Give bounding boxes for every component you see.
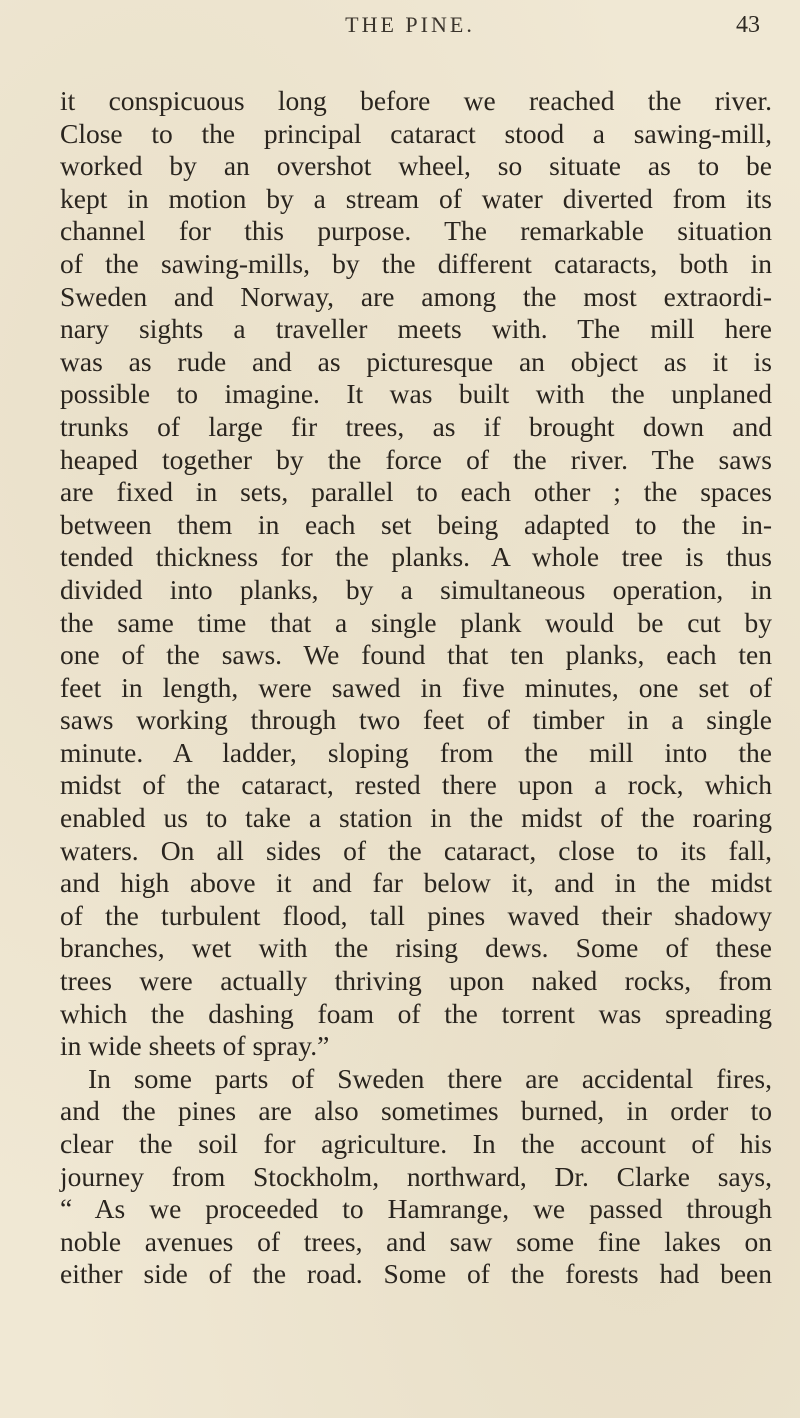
- text-line: and high above it and far below it, and in the midst: [60, 867, 772, 899]
- text-line: clear the soil for agriculture. In the account of his: [60, 1128, 772, 1159]
- text-line: and the pines are also sometimes burned, in order to: [60, 1095, 772, 1127]
- text-line: saws working through two feet of timber in a single: [60, 704, 772, 736]
- text-line: tended thickness for the planks. A whole tree is thus: [60, 541, 772, 573]
- text-line: channel for this purpose. The remarkable situation: [60, 215, 772, 247]
- running-title: THE PINE.: [345, 12, 475, 37]
- text-line: trunks of large fir trees, as if brought down and: [60, 410, 772, 442]
- text-line: either side of the road. Some of the forests had been: [60, 1258, 772, 1290]
- text-line: which the dashing foam of the torrent was spreading: [60, 997, 772, 1029]
- text-line: between them in each set being adapted to the in-: [60, 508, 772, 540]
- text-line-paragraph-start: In some parts of Sweden there are accidental fires,: [88, 1062, 772, 1094]
- text-line: minute. A ladder, sloping from the mill into the: [60, 736, 772, 768]
- text-line: noble avenues of trees, and saw some fine lakes on: [60, 1225, 772, 1257]
- text-line: midst of the cataract, rested there upon a rock, which: [60, 769, 772, 801]
- text-line: kept in motion by a stream of water diverted from its: [60, 182, 772, 214]
- text-line: one of the saws. We found that ten planks, each ten: [60, 639, 772, 671]
- text-line: possible to imagine. It was built with the unplaned: [60, 378, 772, 410]
- text-line: of the sawing-mills, by the different cataracts, both in: [60, 247, 772, 279]
- text-line: are fixed in sets, parallel to each other ; the spaces: [60, 476, 772, 508]
- text-line: nary sights a traveller meets with. The mill here: [60, 313, 772, 345]
- text-line: of the turbulent flood, tall pines waved their shadowy: [60, 899, 772, 931]
- text-line: Sweden and Norway, are among the most extraordi-: [60, 280, 772, 312]
- text-line: divided into planks, by a simultaneous operation, in: [60, 573, 772, 605]
- text-line: branches, wet with the rising dews. Some of these: [60, 932, 772, 964]
- page-number: 43: [736, 12, 760, 38]
- running-head: [60, 12, 760, 46]
- text-line: “ As we proceeded to Hamrange, we passed through: [60, 1193, 772, 1225]
- body-text: [60, 85, 772, 1291]
- text-line: enabled us to take a station in the midst of the roaring: [60, 802, 772, 834]
- text-line: journey from Stockholm, northward, Dr. Clarke says,: [60, 1160, 772, 1192]
- text-line: feet in length, were sawed in five minutes, one set of: [60, 671, 772, 703]
- text-line: heaped together by the force of the river. The saws: [60, 443, 772, 475]
- text-line: worked by an overshot wheel, so situate as to be: [60, 150, 772, 182]
- text-line: the same time that a single plank would be cut by: [60, 606, 772, 638]
- text-line: it conspicuous long before we reached the river.: [60, 85, 772, 116]
- text-line: trees were actually thriving upon naked rocks, from: [60, 965, 772, 997]
- text-line-paragraph-end: in wide sheets of spray.”: [60, 1030, 330, 1062]
- text-line: was as rude and as picturesque an object as it is: [60, 345, 772, 377]
- text-line: Close to the principal cataract stood a sawing-mill,: [60, 117, 772, 149]
- text-line: waters. On all sides of the cataract, close to its fall,: [60, 834, 772, 866]
